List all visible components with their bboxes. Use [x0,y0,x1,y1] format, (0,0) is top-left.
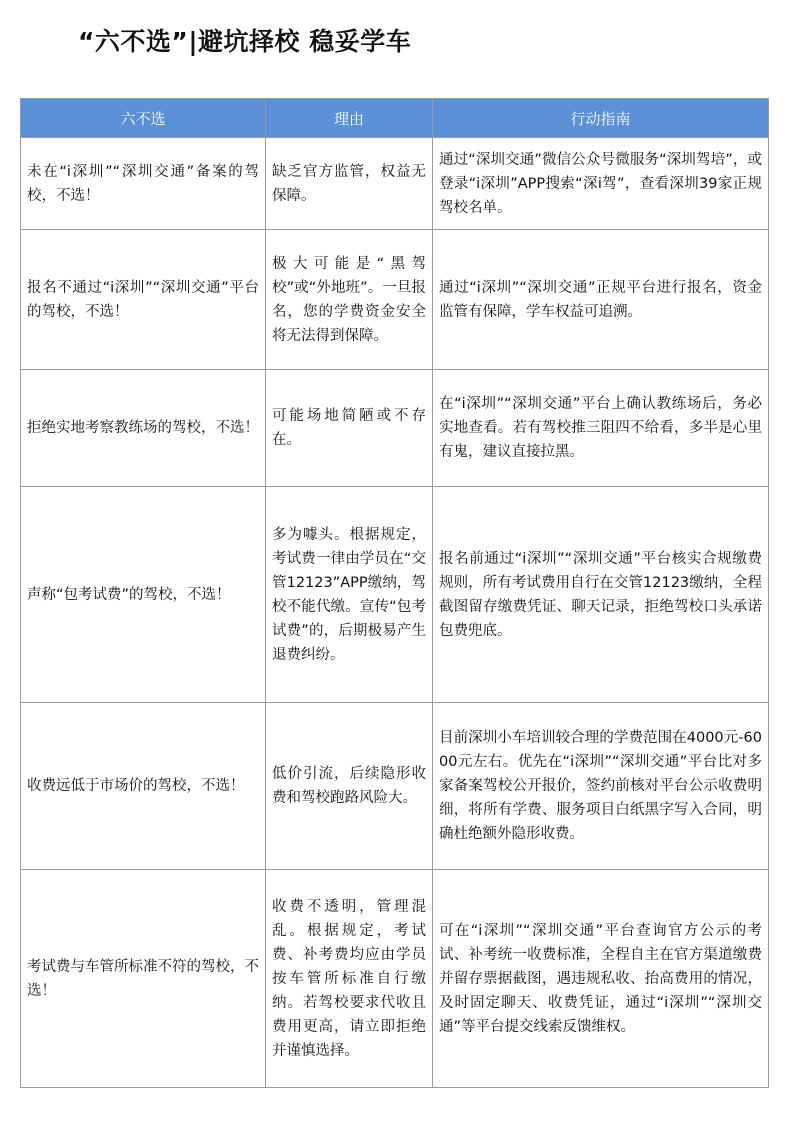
table-row [21,370,769,487]
table-row [21,230,769,370]
cell-reason: 低价引流，后续隐形收费和驾校跑路风险大。 [266,703,433,870]
cell-reason: 缺乏官方监管，权益无保障。 [266,138,433,230]
cell-reason: 可能场地简陋或不存在。 [266,370,433,487]
cell-action: 在“i深圳”“深圳交通”平台上确认教练场后，务必实地查看。若有驾校推三阻四不给看，多半是心里有鬼，建议直接拉黑。 [433,370,769,487]
cell-reason: 多为噱头。根据规定，考试费一律由学员在“交管12123”APP缴纳，驾校不能代缴。宣传“包考试费”的，后期极易产生退费纠纷。 [266,487,433,703]
cell-reason: 收费不透明，管理混乱。根据规定，考试费、补考费均应由学员按车管所标准自行缴纳。若驾校要求代收且费用更高，请立即拒绝并谨慎选择。 [266,870,433,1088]
header-six-not-choose: 六不选 [21,99,266,138]
table-row [21,703,769,870]
header-reason: 理由 [266,99,433,138]
table-row [21,138,769,230]
cell-item: 考试费与车管所标准不符的驾校，不选！ [21,870,266,1088]
table-row [21,487,769,703]
table-header-row [21,99,769,138]
cell-item: 拒绝实地考察教练场的驾校，不选！ [21,370,266,487]
cell-action: 通过“i深圳”“深圳交通”正规平台进行报名，资金监管有保障，学车权益可追溯。 [433,230,769,370]
cell-action: 目前深圳小车培训较合理的学费范围在4000元-6000元左右。优先在“i深圳”“深圳交通”平台比对多家备案驾校公开报价，签约前核对平台公示收费明细，将所有学费、服务项目白纸黑字写入合同，明确杜绝额外隐形收费。 [433,703,769,870]
cell-item: 声称“包考试费”的驾校，不选！ [21,487,266,703]
cell-action: 报名前通过“i深圳”“深圳交通”平台核实合规缴费规则，所有考试费用自行在交管12123缴纳，全程截图留存缴费凭证、聊天记录，拒绝驾校口头承诺包费兜底。 [433,487,769,703]
cell-action: 可在“i深圳”“深圳交通”平台查询官方公示的考试、补考统一收费标准，全程自主在官方渠道缴费并留存票据截图，遇违规私收、抬高费用的情况，及时固定聊天、收费凭证，通过“i深圳”“深圳交通”等平台提交线索反馈维权。 [433,870,769,1088]
cell-item: 未在“i深圳”“深圳交通”备案的驾校，不选！ [21,138,266,230]
cell-item: 报名不通过“i深圳”“深圳交通”平台的驾校，不选！ [21,230,266,370]
cell-item: 收费远低于市场价的驾校，不选！ [21,703,266,870]
cell-reason: 极大可能是“黑驾校”或“外地班”。一旦报名，您的学费资金安全将无法得到保障。 [266,230,433,370]
table-row [21,870,769,1088]
header-action-guide: 行动指南 [433,99,769,138]
page-title: “六不选”|避坑择校 稳妥学车 [78,27,412,56]
selection-guide-table [20,98,769,1088]
cell-action: 通过“深圳交通”微信公众号微服务“深圳驾培”，或登录“i深圳”APP搜索“深i驾”，查看深圳39家正规驾校名单。 [433,138,769,230]
